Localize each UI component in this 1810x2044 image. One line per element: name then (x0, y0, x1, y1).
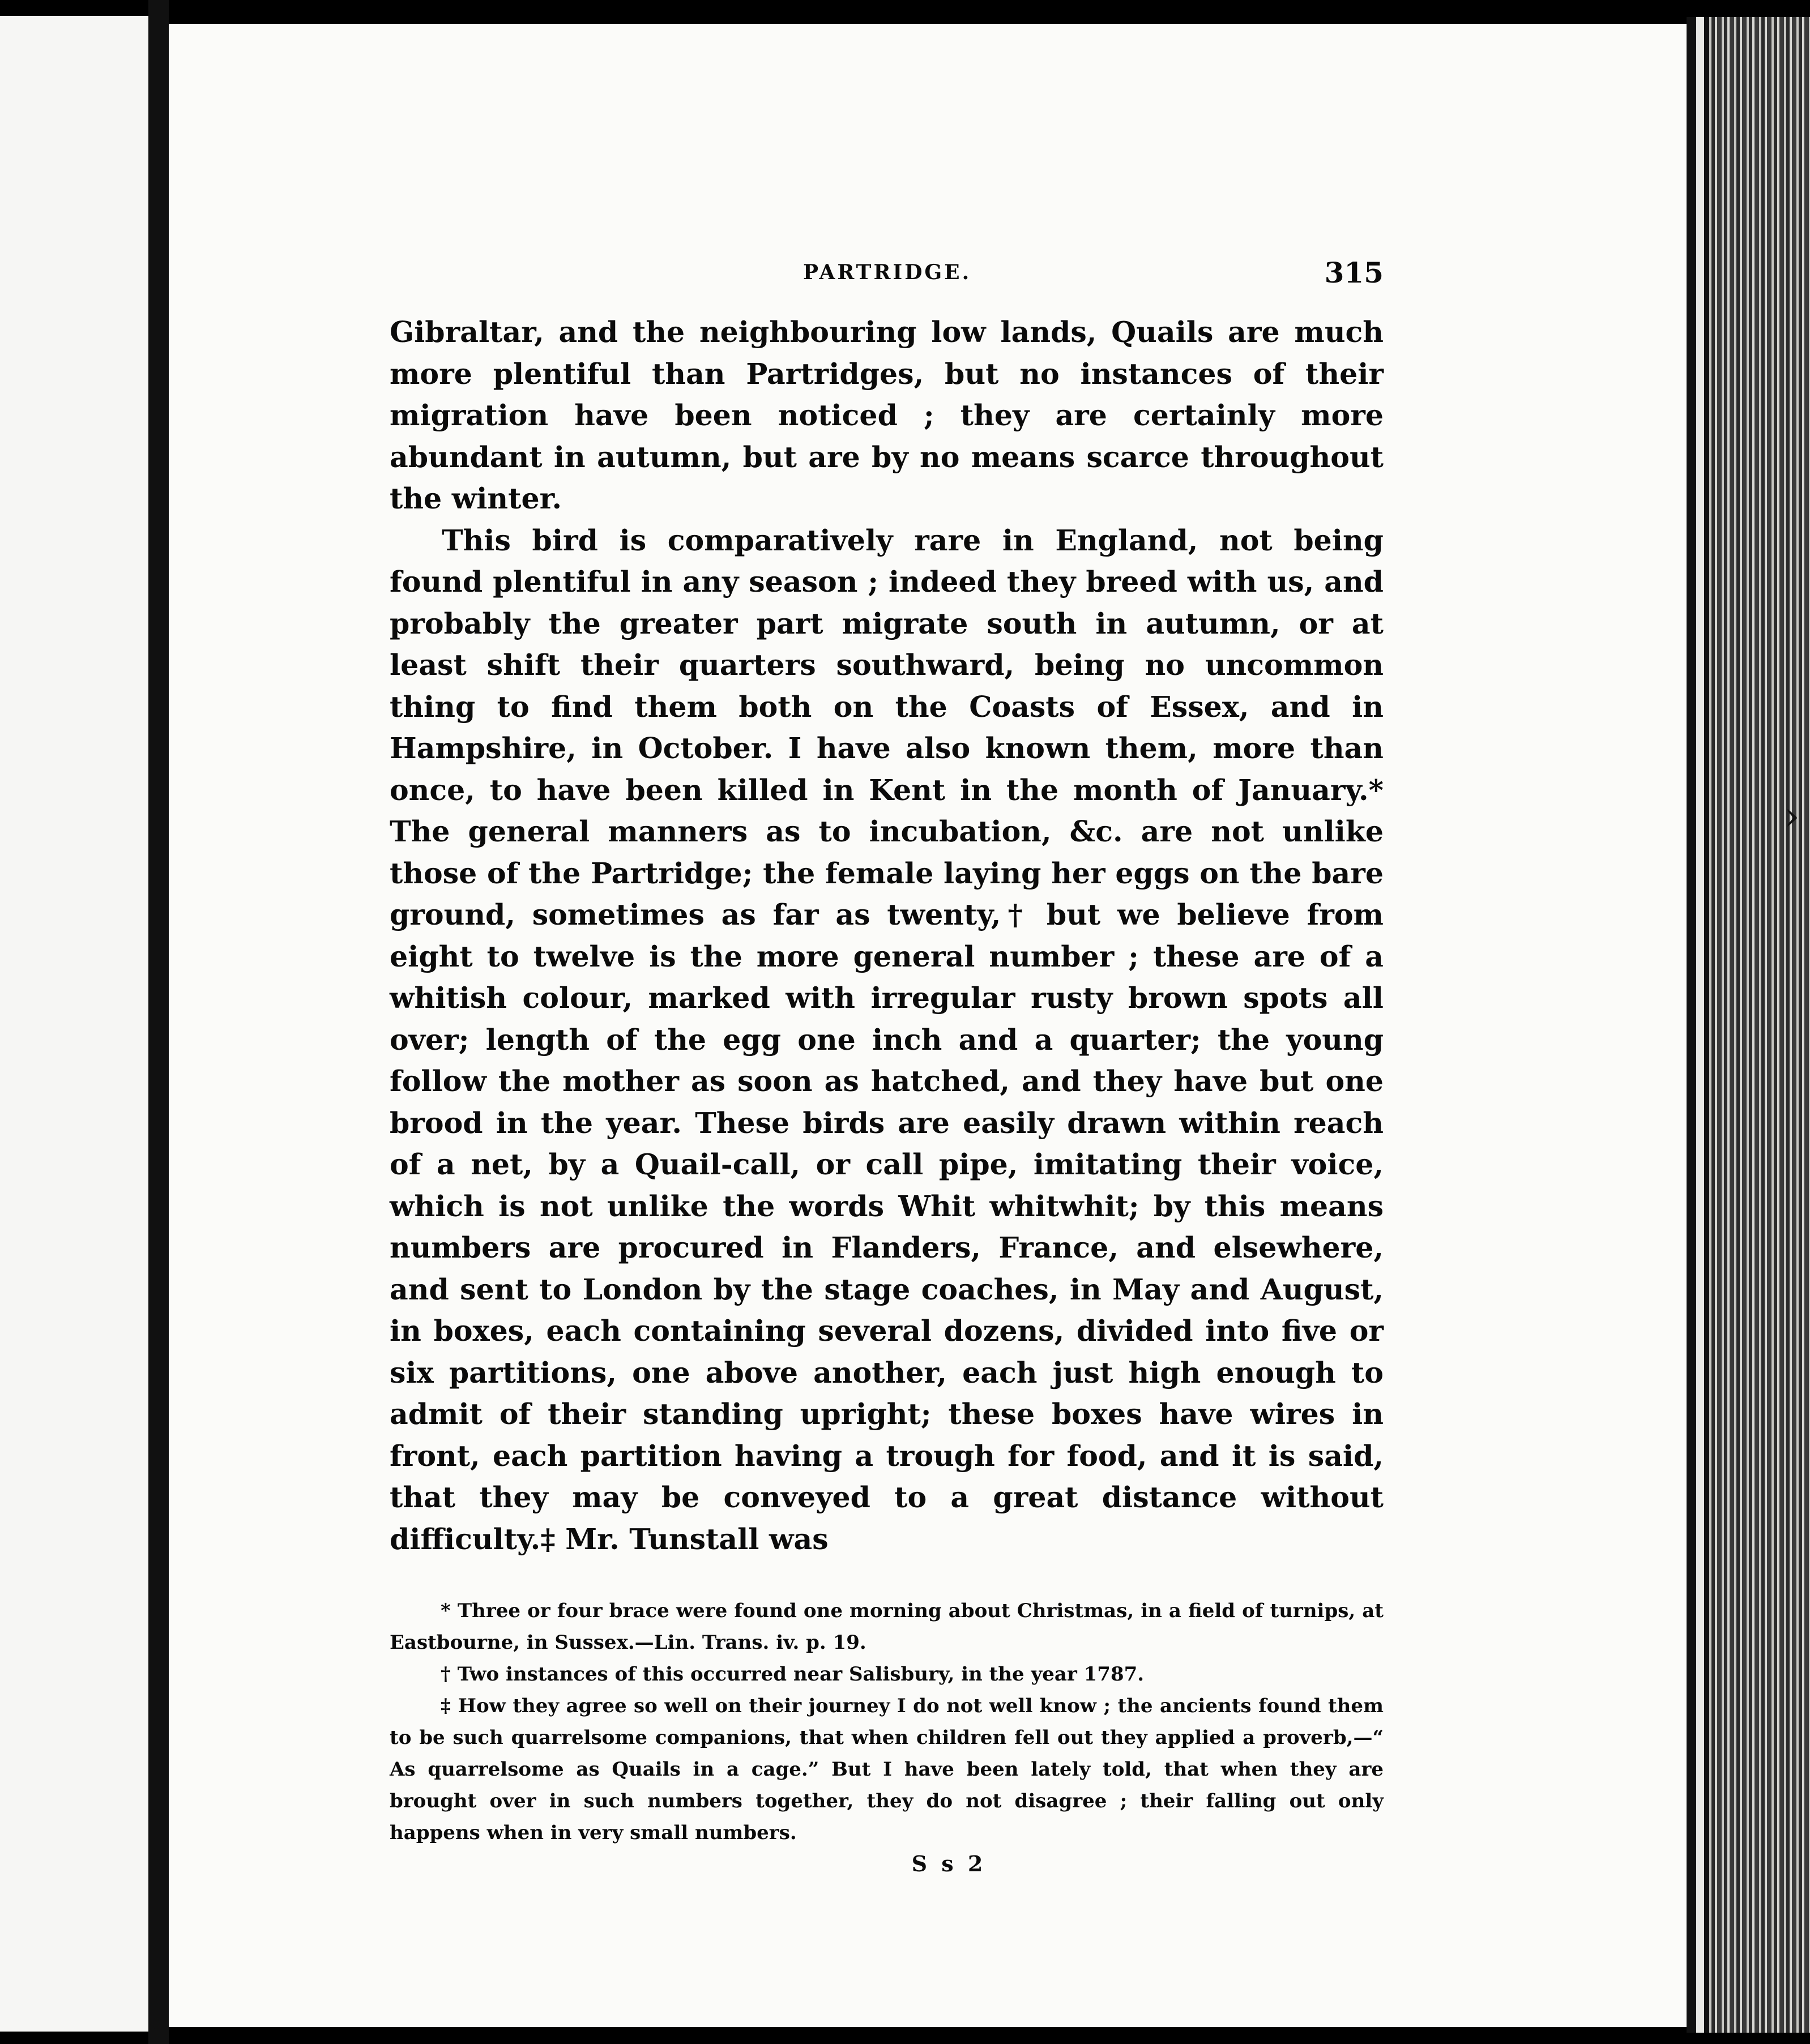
footnotes (390, 1595, 1384, 1849)
page-tab-mark-icon: › (1784, 793, 1800, 839)
signature-mark: S s 2 (911, 1851, 987, 1876)
footnote: † Two instances of this occurred near Salisbury, in the year 1787. (441, 1663, 1145, 1686)
paragraph: This bird is comparatively rare in England, not being found plentiful in any season ; indeed they breed with us, and probably the greater part migrate south in autumn, or at least shift their quarters southward, being no uncommon thing to find them both on the Coasts of Essex, and in Hampshire, in October. I have also known them, more than once, to have been killed in Kent in the month of January.* The general manners as to incubation, &c. are not unlike those of the Partridge; the female laying her eggs on the bare ground, sometimes as far as twenty,† but we believe from eight to twelve is the more general number ; these are of a whitish colour, marked with irregular rusty brown spots all over; length of the egg one inch and a quarter; the young follow the mother as soon as hatched, and they have but one brood in the year. These birds are easily drawn within reach of a net, by a Quail-call, or call pipe, imitating their voice, which is not unlike the words Whit whitwhit; by this means numbers are procured in Flanders, France, and elsewhere, and sent to London by the stage coaches, in May and August, in boxes, each containing several dozens, divided into five or six partitions, one above another, each just high enough to admit of their standing upright; these boxes have wires in front, each partition having a trough for food, and it is said, that they may be conveyed to a great distance without difficulty.‡ Mr. Tunstall was (390, 523, 1384, 1556)
page-edges-highlight (1696, 17, 1704, 2033)
footnote: * Three or four brace were found one morning about Christmas, in a field of turnips, at Eastbourne, in Sussex.—Lin. Trans. iv. p. 19. (390, 1600, 1384, 1654)
running-head-title: PARTRIDGE. (803, 260, 972, 284)
page-content (390, 249, 1384, 1876)
footnote: ‡ How they agree so well on their journey I do not well know ; the ancients found them to be such quarrelsome companions, that when children fell out they applied a proverb,—“ As quarrelsome as Quails in a cage.” But I have been lately told, that when they are brought over in such numbers together, they do not disagree ; their falling out only happens when in very small numbers. (390, 1695, 1384, 1844)
page-number: 315 (1324, 256, 1384, 289)
left-page-edge (0, 16, 152, 2032)
paragraph: Gibraltar, and the neighbouring low lands, Quails are much more plentiful than Partridges, but no instances of their migration have been noticed ; they are certainly more abundant in autumn, but are by no means scarce throughout the winter. (390, 315, 1384, 515)
book-gutter (148, 0, 169, 2044)
running-head (390, 249, 1384, 311)
body-text (390, 311, 1384, 1560)
